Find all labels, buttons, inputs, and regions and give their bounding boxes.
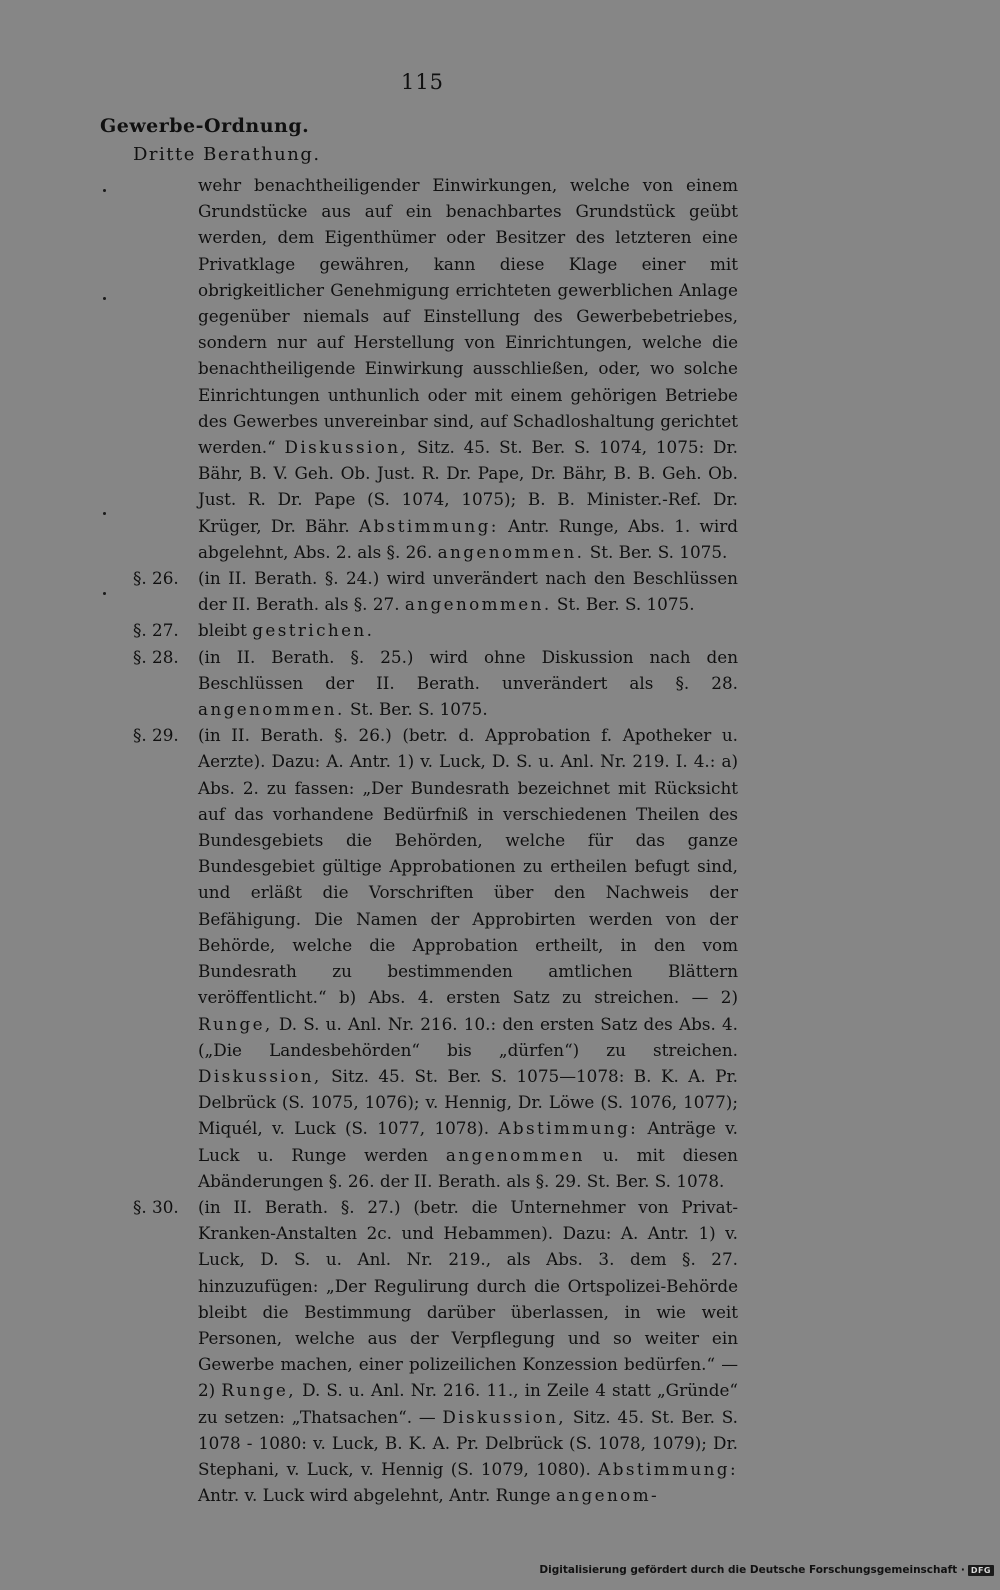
text-segment: St. Ber. S. 1075. — [589, 541, 728, 562]
spaced-term: angenommen. — [404, 594, 552, 615]
text-segment: Antr. v. Luck wird abgelehnt, Antr. Runge — [198, 1485, 551, 1506]
margin-dot — [103, 297, 106, 300]
text-segment: St. Ber. S. 1075. — [556, 594, 695, 615]
spaced-term: Runge, — [198, 1013, 273, 1034]
spaced-term: Diskussion, — [284, 437, 409, 458]
text-segment: (in II. Berath. §. 27.) (betr. die Unternehmer von Privat-Kranken-Anstalten 2c. und Hebammen). Dazu: A. Antr. 1) v. Luck, D. S. u. Anl. Nr. 219., als Abs. 3. dem §. 27. hinzuzufügen: „Der Regulirung durch die Ortspolizei-Behörde bleibt die Bestimmung darüber überlassen, in wie weit Personen, welche aus der Verpflegung und so weiter ein Gewerbe machen, einer polizeilichen Konzession bedürfen.“ — 2) — [198, 1196, 738, 1401]
entry-paragraph-28 — [133, 644, 738, 723]
entry-text — [198, 172, 738, 565]
credit-text: Digitalisierung gefördert durch die Deutsche Forschungsgemeinschaft · — [539, 1564, 965, 1576]
text-segment: (in II. Berath. §. 25.) wird ohne Diskussion nach den Beschlüssen der II. Berath. unverändert als §. 28. — [198, 646, 738, 693]
paragraph-number: §. 26. — [133, 568, 179, 589]
text-segment: (in II. Berath. §. 24.) wird unverändert nach den Beschlüssen der II. Berath. als §. 27. — [198, 568, 738, 615]
entry-text — [198, 1194, 738, 1508]
entry-text — [198, 644, 738, 723]
spaced-term: Diskussion, — [442, 1406, 567, 1427]
paragraph-number: §. 27. — [133, 620, 179, 641]
spaced-term: gestrichen. — [252, 620, 375, 641]
text-segment: St. Ber. S. 1075. — [350, 699, 488, 720]
margin-dot — [103, 512, 106, 515]
text-segment: bleibt — [198, 620, 247, 641]
spaced-term: Abstimmung: — [598, 1458, 738, 1479]
text-segment: D. S. u. Anl. Nr. 216. 10.: den ersten Satz des Abs. 4. („Die Landesbehörden“ bis „dürfen“) zu streichen. — [198, 1013, 738, 1060]
text-segment: Anträge v. Luck u. Runge werden — [198, 1118, 738, 1165]
spaced-term: angenom- — [555, 1485, 660, 1506]
running-head: Gewerbe-Ordnung. — [100, 115, 310, 137]
spaced-term: Abstimmung: — [498, 1118, 639, 1139]
text-segment: Sitz. 45. St. Ber. S. 1078 - 1080: v. Luck, B. K. A. Pr. Delbrück (S. 1078, 1079); Dr. Stephani, v. Luck, v. Hennig (S. 1079, 1080). — [198, 1406, 738, 1479]
paragraph-number: §. 28. — [133, 646, 179, 667]
page-number: 115 — [400, 70, 445, 94]
text-segment: Sitz. 45. St. Ber. S. 1074, 1075: Dr. Bähr, B. V. Geh. Ob. Just. R. Dr. Pape, Dr. Bähr, B. B. Geh. Ob. Just. R. Dr. Pape (S. 1074, 1075); B. B. Minister.-Ref. Dr. Krüger, Dr. Bähr. — [198, 437, 739, 536]
text-segment: D. S. u. Anl. Nr. 216. 11., in Zeile 4 statt „Gründe“ zu setzen: „Thatsachen“. — — [198, 1380, 738, 1427]
text-segment: Sitz. 45. St. Ber. S. 1075—1078: B. K. A. Pr. Delbrück (S. 1075, 1076); v. Hennig, Dr. Löwe (S. 1076, 1077); Miquél, v. Luck (S. 1077, 1078). — [198, 1065, 738, 1139]
entry-paragraph-30 — [133, 1194, 738, 1508]
spaced-term: Diskussion, — [198, 1065, 322, 1086]
spaced-term: angenommen — [445, 1144, 585, 1165]
paragraph-number: §. 30. — [133, 1196, 179, 1217]
entry-paragraph-27 — [133, 617, 738, 643]
entry-text — [198, 617, 738, 643]
margin-dot — [103, 592, 106, 595]
text-segment: wehr benachtheiligender Einwirkungen, welche von einem Grundstücke aus auf ein benachbartes Grundstück geübt werden, dem Eigenthümer oder Besitzer des letzteren eine Privatklage gewähren, kann diese Klage einer mit obrigkeitlicher Genehmigung errichteten gewerblichen Anlage gegenüber niemals auf Einstellung des Gewerbebetriebes, sondern nur auf Herstellung von Einrichtungen, welche die benachtheiligende Einwirkung ausschließen, oder, wo solche Einrichtungen unthunlich oder mit einem gehörigen Betriebe des Gewerbes unvereinbar sind, auf Schadloshaltung gerichtet werden.“ — [198, 175, 738, 458]
spaced-term: Runge, — [221, 1380, 297, 1401]
entry-text — [198, 565, 738, 617]
digitization-credit — [539, 1564, 994, 1576]
text-segment: (in II. Berath. §. 26.) (betr. d. Approbation f. Apotheker u. Aerzte). Dazu: A. Antr. 1) v. Luck, D. S. u. Anl. Nr. 219. I. 4.: a) Abs. 2. zu fassen: „Der Bundesrath bezeichnet mit Rücksicht auf das vorhandene Bedürfniß in verschiedenen Theilen des Bundesgebiets die Behörden, welche für das ganze Bundesgebiet gültige Approbationen zu ertheilen befugt sind, und erläßt die Vorschriften über den Nachweis der Befähigung. Die Namen der Approbirten werden von der Behörde, welche die Approbation ertheilt, in den vom Bundesrath zu bestimmenden amtlichen Blättern veröffentlicht.“ b) Abs. 4. ersten Satz zu streichen. — 2) — [198, 725, 738, 1008]
dfg-logo-icon: DFG — [968, 1565, 994, 1576]
text-segment: Antr. Runge, Abs. 1. wird abgelehnt, Abs. 2. als §. 26. — [198, 515, 738, 562]
entry-paragraph-26 — [133, 565, 738, 617]
entry-text — [198, 722, 738, 1194]
entry-continuation — [133, 172, 738, 565]
entry-paragraph-29 — [133, 722, 738, 1194]
paragraph-number: §. 29. — [133, 725, 179, 746]
spaced-term: angenommen. — [198, 699, 345, 720]
spaced-term: Abstimmung: — [359, 515, 499, 536]
margin-dot — [103, 189, 106, 192]
section-subtitle: Dritte Berathung. — [133, 144, 321, 165]
spaced-term: angenommen. — [437, 541, 585, 562]
document-body — [133, 172, 738, 1508]
text-segment: u. mit diesen Abänderungen §. 26. der II. Berath. als §. 29. St. Ber. S. 1078. — [198, 1144, 738, 1191]
